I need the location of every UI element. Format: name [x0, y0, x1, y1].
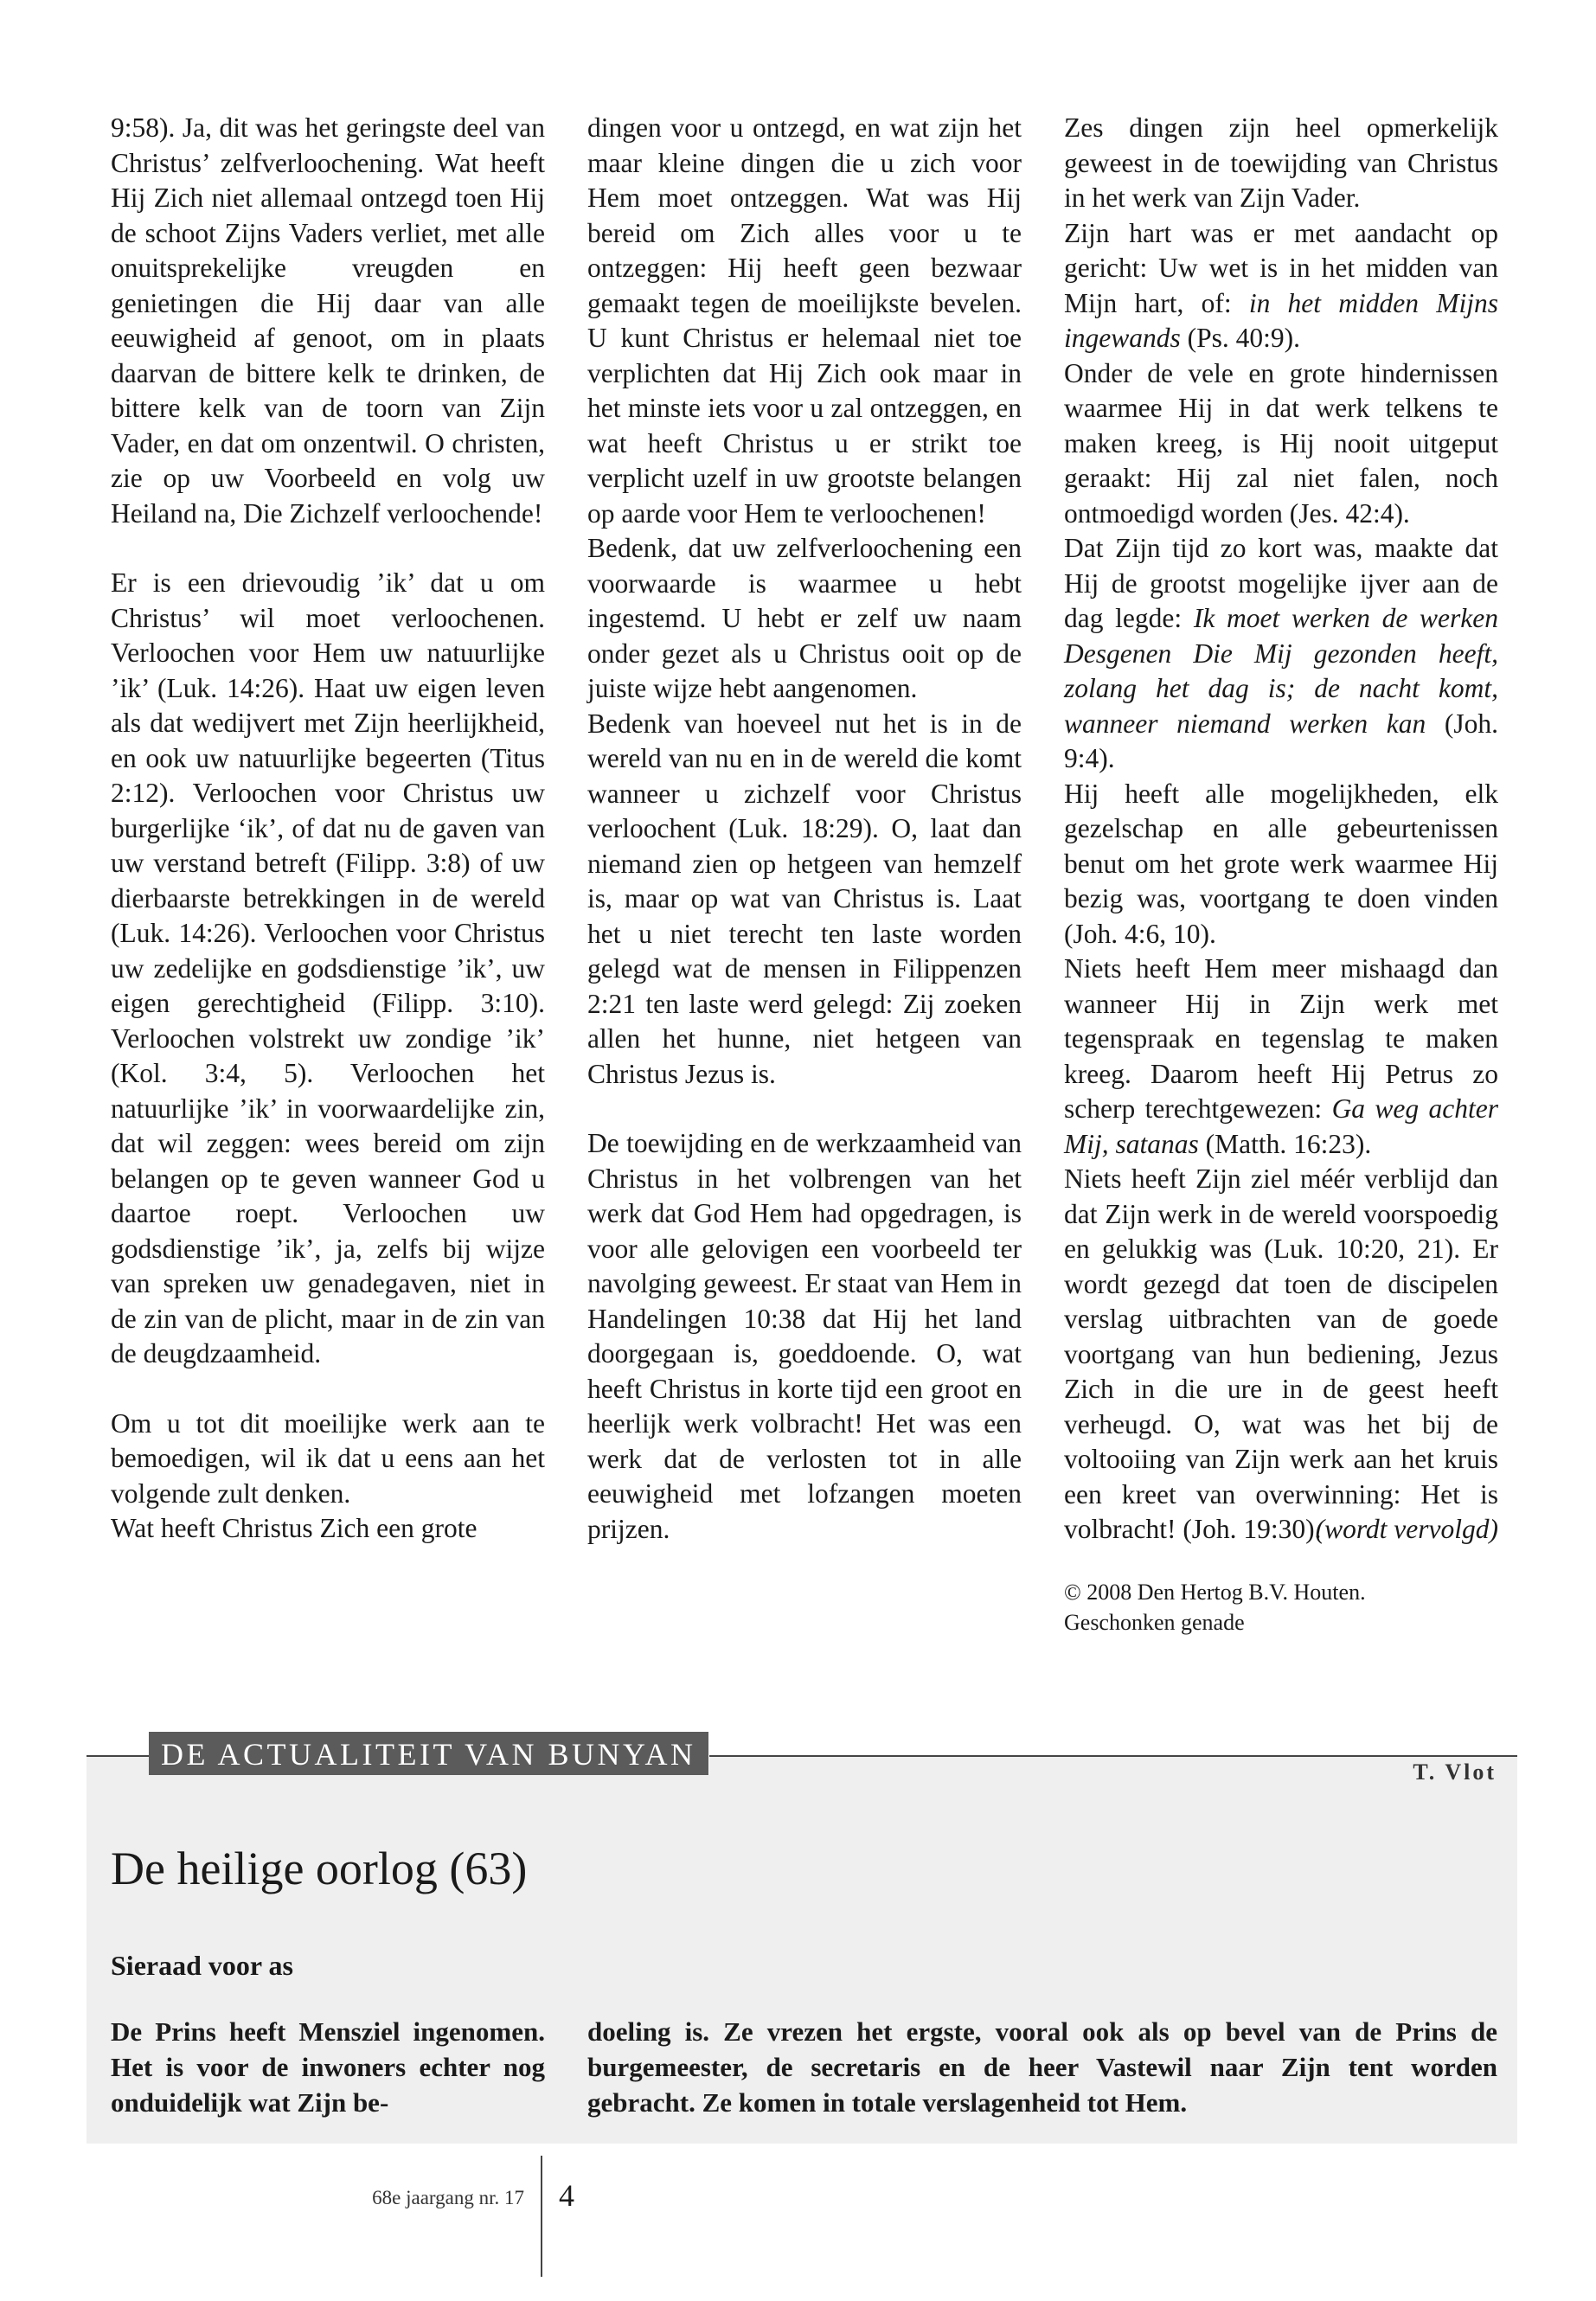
author-name: T. Vlot	[1413, 1759, 1497, 1785]
copyright-credit	[1064, 1577, 1498, 1638]
continued-note: (wordt vervolgd)	[1315, 1514, 1498, 1544]
paragraph-text: Dat Zijn tijd zo kort was, maakte dat Hij de grootst mogelijke ijver aan de dag legde:	[1064, 533, 1498, 633]
paragraph	[1064, 531, 1498, 777]
italic-quote: Ga weg achter Mij, satanas	[1064, 1093, 1499, 1159]
paragraph-text: Niets heeft Zijn ziel méér verblijd dan dat Zijn werk in de wereld voorspoedig en gelukkig was (Luk. 10:20, 21). Er wordt gezegd dat toen de discipelen verslag uitbrachten van de goede voortgang van hun bediening, Jezus Zich in die ure in de geest heeft verheugd. O, wat was het bij de voltooiing van Zijn werk aan het kruis een kreet van overwinning: Het is volbracht! (Joh. 19:30).	[1064, 1163, 1498, 1544]
paragraph: dingen voor u ontzegd, en wat zijn het maar kleine dingen die u zich voor Hem moet ontzeggen. Wat was Hij bereid om Zich alles voor u te ontzeggen: Hij heeft geen bezwaar gemaakt tegen de moeilijkste bevelen. U kunt Christus er helemaal niet toe verplichten dat Hij Zich ook maar in het minste iets voor u zal ontzeggen, en wat heeft Christus u er strikt toe verplicht uzelf in uw grootste belangen op aarde voor Hem te verloochenen!	[587, 112, 1022, 529]
paragraph-text: (Joh. 9:4).	[1064, 708, 1499, 773]
volume-info: 68e jaargang nr. 17	[372, 2187, 524, 2208]
paragraph: De toewijding en de werkzaamheid van Christus in het volbrengen van het werk dat God Hem had opgedragen, is voor alle gelovigen een voorbeeld ter navolging geweest. Er staat van Hem in Handelingen 10:38 dat Hij het land doorgegaan is, goeddoende. O, wat heeft Christus in korte tijd een groot en heerlijk werk volbracht! Het was een werk dat de verlosten tot in alle eeuwigheid met lofzangen moeten prijzen.	[587, 1128, 1022, 1544]
paragraph: 9:58). Ja, dit was het geringste deel van Christus’ zelfverloochening. Wat heeft Hij Zich niet allemaal ontzegd toen Hij de schoot Zijns Vaders verliet, met alle onuitsprekelijke vreugden en genietingen die Hij daar van alle eeuwigheid af genoot, om in plaats daarvan de bittere kelk te drinken, de bittere kelk van de toorn van Zijn Vader, en dat om onzentwil. O christen, zie op uw Voorbeeld en volg uw Heiland na, Die Zichzelf verloochende!	[111, 112, 545, 529]
credit-line: © 2008 Den Hertog B.V. Houten.	[1064, 1579, 1366, 1605]
paragraph	[1064, 952, 1498, 1162]
intro-text-col1: De Prins heeft Mensziel ingenomen. Het is voor de inwoners echter nog onduidelijk wat Zijn be-	[111, 2016, 545, 2118]
paragraph-text: (Ps. 40:9).	[1180, 323, 1301, 353]
paragraph	[1064, 1162, 1498, 1548]
paragraph-text: Niets heeft Hem meer mishaagd dan wanneer Hij in Zijn werk met tegenspraak en tegenslag te maken kreeg. Daarom heeft Hij Petrus zo scherp terechtgewezen:	[1064, 953, 1498, 1124]
paragraph	[1064, 216, 1498, 356]
article-column-1	[111, 111, 545, 1547]
paragraph: Onder de vele en grote hindernissen waarmee Hij in dat werk telkens te maken kreeg, is Hij nooit uitgeput geraakt: Hij zal niet falen, noch ontmoedigd worden (Jes. 42:4).	[1064, 357, 1498, 529]
italic-quote: Ik moet werken de werken Desgenen Die Mij gezonden heeft, zolang het dag is; de nacht komt, wanneer niemand werken kan	[1064, 603, 1498, 739]
article-column-3	[1064, 111, 1498, 1638]
paragraph: Er is een drievoudig ’ik’ dat u om Christus’ wil moet verloochenen. Verloochen voor Hem uw natuurlijke ’ik’ (Luk. 14:26). Haat uw eigen leven als dat wedijvert met Zijn heerlijkheid, en ook uw natuurlijke begeerten (Titus 2:12). Verloochen voor Christus uw burgerlijke ‘ik’, of dat nu de gaven van uw verstand betreft (Filipp. 3:8) of uw dierbaarste betrekkingen in de wereld (Luk. 14:26). Verloochen voor Christus uw zedelijke en godsdienstige ’ik’, uw eigen gerechtigheid (Filipp. 3:10). Verloochen volstrekt uw zondige ’ik’ (Kol. 3:4, 5). Verloochen het natuurlijke ’ik’ in voorwaardelijke zin, dat wil zeggen: wees bereid om zijn belangen op te geven wanneer God u daartoe roept. Verloochen uw godsdienstige ’ik’, ja, zelfs bij wijze van spreken uw genadegaven, niet in de zin van de plicht, maar in de zin van de deugdzaamheid.	[111, 567, 545, 1368]
article-title: De heilige oorlog (63)	[111, 1843, 528, 1894]
article-subheading: Sieraad voor as	[111, 1950, 293, 1981]
footer-divider	[541, 2156, 542, 2277]
paragraph: Wat heeft Christus Zich een grote	[111, 1513, 478, 1543]
paragraph-text: Zijn hart was er met aandacht op gericht: Uw wet is in het midden van Mijn hart, of:	[1064, 217, 1498, 318]
italic-quote: in het midden Mijns ingewands	[1064, 287, 1498, 353]
article-column-2	[587, 111, 1022, 1547]
paragraph-text: (Matth. 16:23).	[1198, 1128, 1372, 1159]
credit-line: Geschonken genade	[1064, 1609, 1245, 1635]
section-label: DE ACTUALITEIT VAN BUNYAN	[149, 1732, 709, 1775]
paragraph: Hij heeft alle mogelijkheden, elk gezelschap en alle gebeurtenissen benut om het grote werk waarmee Hij bezig was, voortgang te doen vinden (Joh. 4:6, 10).	[1064, 778, 1498, 949]
paragraph: Bedenk van hoeveel nut het is in de wereld van nu en in de wereld die komt wanneer u zichzelf voor Christus verloochent (Luk. 18:29). O, laat dan niemand zien op hetgeen van hemzelf is, maar op wat van Christus is. Laat het u niet terecht ten laste worden gelegd wat de mensen in Filippenzen 2:21 ten laste werd gelegd: Zij zoeken allen het hunne, niet hetgeen van Christus Jezus is.	[587, 708, 1022, 1089]
paragraph: Bedenk, dat uw zelfverloochening een voorwaarde is waarmee u hebt ingestemd. U hebt er zelf uw naam onder gezet als u Christus ooit op de juiste wijze hebt aangenomen.	[587, 533, 1022, 703]
paragraph: Zes dingen zijn heel opmerkelijk geweest in de toewijding van Christus in het werk van Zijn Vader.	[1064, 112, 1498, 213]
intro-text-col2: doeling is. Ze vrezen het ergste, vooral ook als op bevel van de Prins de burgemeester, de secretaris en de heer Vastewil naar Zijn tent worden gebracht. Ze komen in totale verslagenheid tot Hem.	[587, 2016, 1497, 2118]
paragraph: Om u tot dit moeilijke werk aan te bemoedigen, wil ik dat u eens aan het volgende zult denken.	[111, 1407, 545, 1509]
page-number: 4	[559, 2178, 574, 2213]
